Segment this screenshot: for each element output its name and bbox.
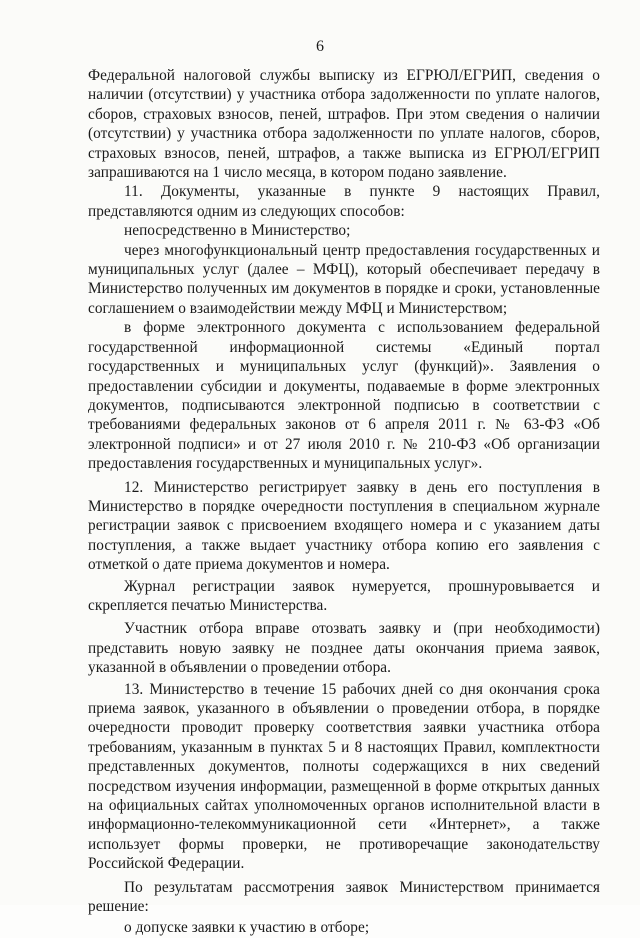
paragraph-egrul-request: Федеральной налоговой службы выписку из ЕГРЮЛ/ЕГРИП, сведения о наличии (отсутствии) у участника отбора задолженности по уплате налогов, сборов, страховых взносов, пеней, штрафов. При этом сведения о наличии (отсутствии) у участника отбора задолженности по уплате налогов, сборов, страховых взносов, пеней, штрафов, а также выписка из ЕГРЮЛ/ЕГРИП запрашиваются на 1 число месяца, в котором подано заявление.: [88, 67, 600, 182]
paragraph-decision: По результатам рассмотрения заявок Министерством принимается решение:: [88, 878, 600, 916]
paragraph-journal: Журнал регистрации заявок нумеруется, прошнуровывается и скрепляется печатью Министерства.: [88, 577, 600, 614]
list-item-ministry-direct: непосредственно в Министерство;: [124, 222, 351, 240]
list-item-mfc: через многофункциональный центр предоставления государственных и муниципальных услуг (далее – МФЦ), который обеспечивает передачу в Министерство полученных им документов в порядке и сроки, установленные соглашением о взаимодействии между МФЦ и Министерством;: [88, 241, 600, 317]
document-body: [88, 66, 600, 938]
paragraph-11-submission-methods: 11. Документы, указанные в пункте 9 настоящих Правил, представляются одним из следующих способов:: [88, 183, 600, 220]
list-item-electronic: в форме электронного документа с использованием федеральной государственной информационной системы «Единый портал государственных и муниципальных услуг (функций)». Заявления о предоставлении субсидии и документы, подаваемые в форме электронных документов, подписываются электронной подписью в соответствии с требованиями федеральных законов от 6 апреля 2011 г. № 63-ФЗ «Об электронной подписи» и от 27 июля 2010 г. № 210-ФЗ «Об организации предоставления государственных и муниципальных услуг».: [88, 319, 600, 473]
paragraph-withdrawal: Участник отбора вправе отозвать заявку и (при необходимости) представить новую заявку не позднее даты окончания приема заявок, указанной в объявлении о проведении отбора.: [88, 620, 600, 677]
paragraph-12-registration: 12. Министерство регистрирует заявку в день его поступления в Министерство в порядке очередности поступления в специальном журнале регистрации заявок с присвоением входящего номера и с указанием даты поступления, а также выдает участнику отбора копию его заявления с отметкой о дате приема документов и номера.: [88, 478, 600, 574]
page-number: 6: [316, 38, 324, 55]
paragraph-13-review: 13. Министерство в течение 15 рабочих дней со дня окончания срока приема заявок, указанного в объявлении о проведении отбора, в порядке очередности проводит проверку соответствия заявки участника отбора требованиям, указанным в пунктах 5 и 8 настоящих Правил, комплектности представленных документов, полноты содержащихся в них сведений посредством изучения информации, размещенной в форме открытых данных на официальных сайтах уполномоченных органов исполнительной власти в информационно-телекоммуникационной сети «Интернет», а также использует формы проверки, не противоречащие законодательству Российской Федерации.: [88, 680, 600, 873]
list-item-admission: о допуске заявки к участию в отборе;: [124, 919, 370, 937]
